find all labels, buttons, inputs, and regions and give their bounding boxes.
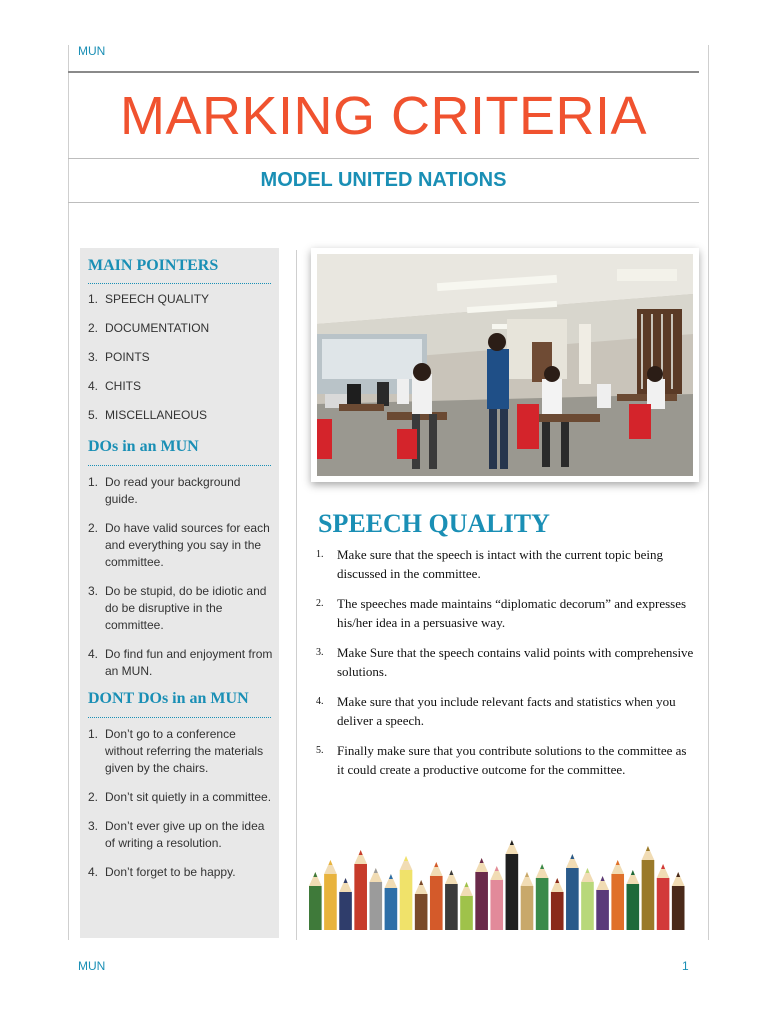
pencil-body bbox=[642, 860, 655, 930]
pencil-lead bbox=[540, 864, 544, 869]
classroom-illustration bbox=[317, 254, 693, 476]
pencil-lead bbox=[631, 870, 635, 875]
pencil-lead bbox=[601, 876, 605, 881]
pencil-lead bbox=[616, 860, 620, 865]
column-divider bbox=[296, 250, 297, 940]
speech-quality-heading: SPEECH QUALITY bbox=[318, 509, 550, 538]
list-item: 2. Don’t sit quietly in a committee. bbox=[88, 790, 272, 804]
donts-heading: DONT DOs in an MUN bbox=[88, 690, 249, 707]
pencil-body bbox=[354, 864, 367, 930]
pencil-body bbox=[339, 892, 352, 930]
pencil-body bbox=[506, 854, 519, 930]
pencil-body bbox=[627, 884, 640, 930]
pencil-lead bbox=[344, 878, 348, 883]
dos-rule bbox=[88, 465, 271, 466]
pencil-lead bbox=[374, 868, 378, 873]
page-title: MARKING CRITERIA bbox=[119, 86, 648, 146]
pencil-body bbox=[490, 880, 503, 930]
pencil-body bbox=[657, 878, 670, 930]
pencil-body bbox=[672, 886, 685, 930]
list-item: 1. Do read your background guide. bbox=[88, 475, 241, 506]
pencil-body bbox=[324, 874, 337, 930]
page-number: 1 bbox=[682, 959, 689, 973]
pencil-body bbox=[611, 874, 624, 930]
list-item: 4. Do find fun and enjoyment from an MUN. bbox=[88, 647, 273, 678]
pencil-lead bbox=[404, 856, 408, 861]
list-item: 3. Do be stupid, do be idiotic and do be disruptive in the committee. bbox=[88, 584, 267, 632]
pencil-lead bbox=[570, 854, 574, 859]
pencil-lead bbox=[555, 878, 559, 883]
pencil-lead bbox=[449, 870, 453, 875]
pencil-lead bbox=[661, 864, 665, 869]
dos-heading: DOs in an MUN bbox=[88, 438, 199, 455]
list-item: 3. Don’t ever give up on the idea of writing a resolution. bbox=[88, 819, 265, 850]
list-item: 2. The speeches made maintains “diplomatic decorum” and expresses his/her idea in a persuasive way. bbox=[316, 596, 687, 630]
colored-pencils-illustration bbox=[308, 838, 686, 930]
pencil-body bbox=[521, 886, 534, 930]
list-item: 4. CHITS bbox=[88, 379, 141, 393]
donts-rule bbox=[88, 717, 271, 718]
pencil-lead bbox=[510, 840, 514, 845]
list-item: 1. Make sure that the speech is intact with the current topic being discussed in the committee. bbox=[316, 547, 663, 581]
pencil-body bbox=[596, 890, 609, 930]
pencil-lead bbox=[328, 860, 332, 865]
pencil-lead bbox=[585, 868, 589, 873]
pencil-lead bbox=[646, 846, 650, 851]
pencil-body bbox=[445, 884, 458, 930]
pencil-lead bbox=[525, 872, 529, 877]
pencil-lead bbox=[419, 880, 423, 885]
footer-label: MUN bbox=[78, 959, 106, 973]
dos-list bbox=[88, 474, 274, 680]
header-rule bbox=[68, 71, 699, 73]
list-item: 3. POINTS bbox=[88, 350, 150, 364]
list-item: 3. Make Sure that the speech contains valid points with comprehensive solutions. bbox=[316, 645, 694, 679]
pencil-lead bbox=[359, 850, 363, 855]
donts-list bbox=[88, 726, 274, 881]
list-item: 2. Do have valid sources for each and everything you say in the committee. bbox=[88, 521, 270, 569]
page-subtitle: MODEL UNITED NATIONS bbox=[260, 169, 507, 191]
title-rule bbox=[68, 158, 699, 159]
list-item: 2. DOCUMENTATION bbox=[88, 321, 210, 335]
pencil-body bbox=[400, 870, 413, 930]
pencil-lead bbox=[465, 882, 469, 887]
committee-photo-frame bbox=[311, 248, 699, 482]
pencil-lead bbox=[495, 866, 499, 871]
list-item: 1. SPEECH QUALITY bbox=[88, 292, 210, 306]
pencil-lead bbox=[676, 872, 680, 877]
pencil-lead bbox=[434, 862, 438, 867]
pencil-lead bbox=[389, 874, 393, 879]
list-item: 5. MISCELLANEOUS bbox=[88, 408, 208, 422]
list-item: 4. Don’t forget to be happy. bbox=[88, 865, 236, 879]
pencil-body bbox=[551, 892, 564, 930]
right-margin-line bbox=[708, 45, 709, 940]
subtitle-rule bbox=[68, 202, 699, 203]
committee-photo bbox=[317, 254, 693, 476]
main-pointers-list bbox=[88, 291, 274, 424]
list-item: 4. Make sure that you include relevant facts and statistics when you deliver a speech. bbox=[316, 694, 676, 728]
main-pointers-rule bbox=[88, 283, 271, 284]
pencil-body bbox=[309, 886, 322, 930]
pencil-body bbox=[581, 882, 594, 930]
pencil-body bbox=[385, 888, 398, 930]
pencil-lead bbox=[313, 872, 317, 877]
pencil-body bbox=[369, 882, 382, 930]
main-pointers-heading: MAIN POINTERS bbox=[88, 257, 219, 274]
pencil-body bbox=[415, 894, 428, 930]
speech-quality-list bbox=[316, 545, 696, 779]
pencil-body bbox=[566, 868, 579, 930]
header-label: MUN bbox=[78, 44, 106, 58]
sidebar bbox=[80, 248, 279, 938]
pencil-body bbox=[536, 878, 549, 930]
pencil-lead bbox=[480, 858, 484, 863]
list-item: 1. Don’t go to a conference without referring the materials given by the chairs. bbox=[88, 727, 264, 775]
pencil-body bbox=[460, 896, 473, 930]
pencil-body bbox=[475, 872, 488, 930]
pencil-body bbox=[430, 876, 443, 930]
list-item: 5. Finally make sure that you contribute solutions to the committee as it could create a productive outcome for the committee. bbox=[316, 743, 687, 777]
